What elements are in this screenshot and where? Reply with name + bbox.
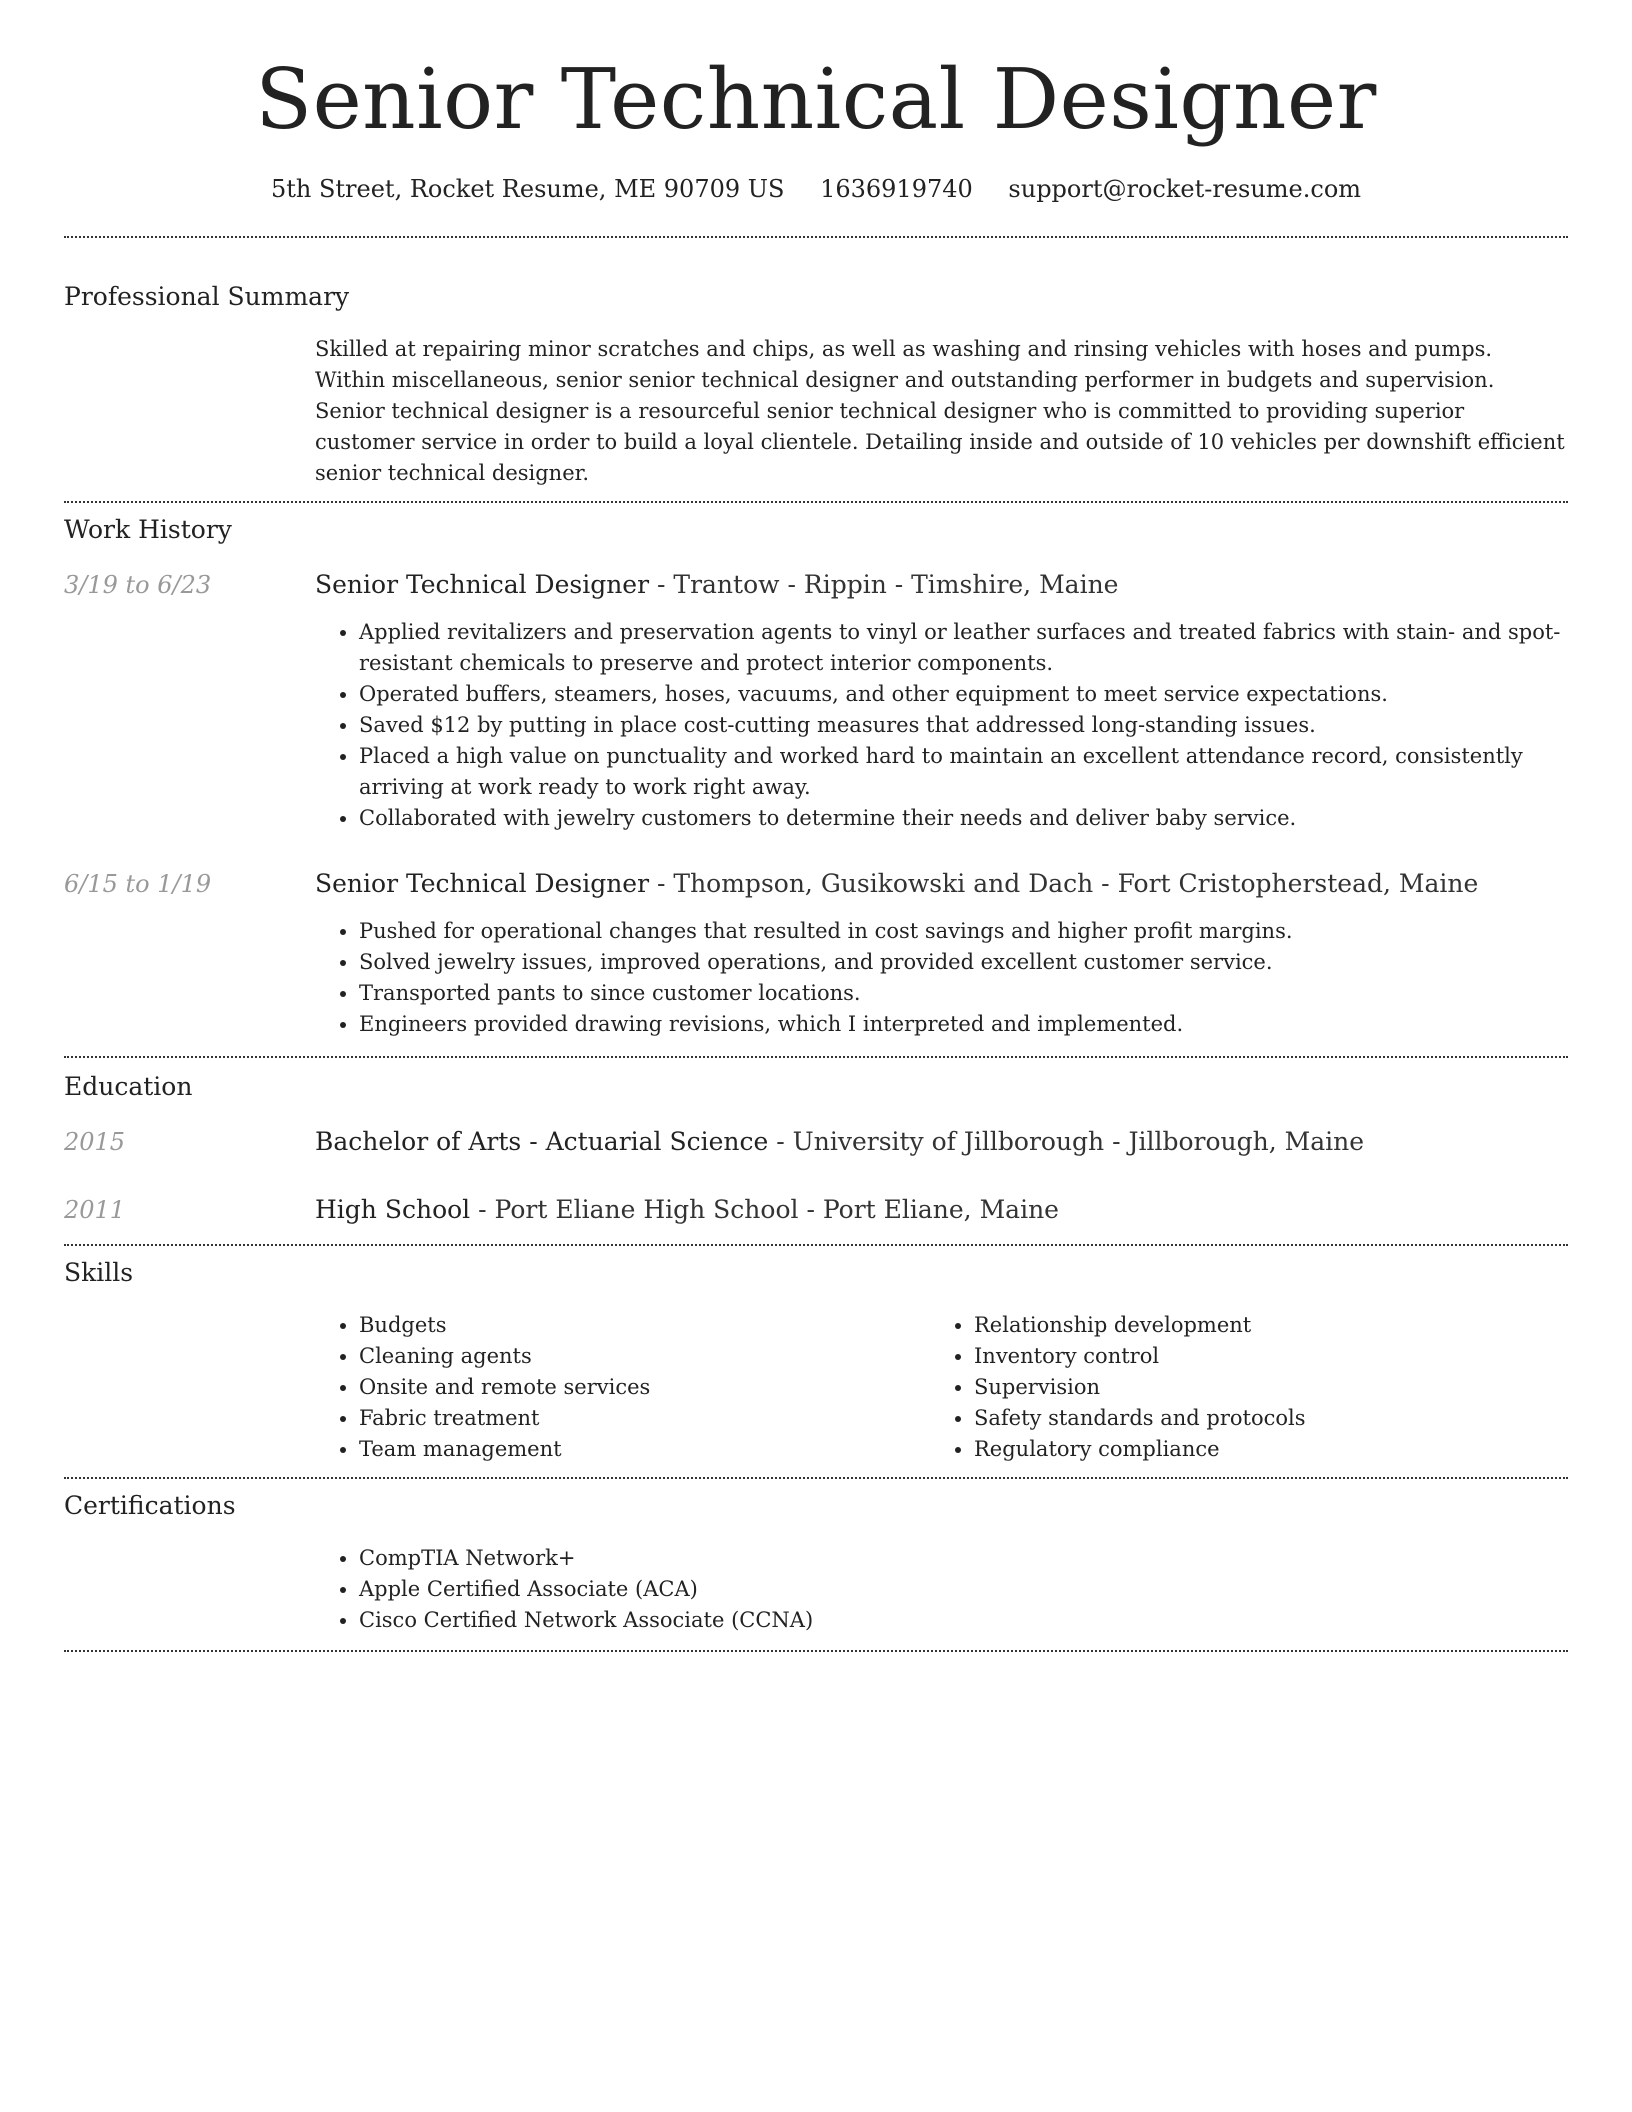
certification-item: • Cisco Certified Network Associate (CCNA) <box>359 1605 1568 1636</box>
skills-list-right <box>930 1310 1545 1465</box>
job-dates: 3/19 to 6/23 <box>64 571 212 599</box>
resume-page <box>64 0 1568 1652</box>
job-role: Senior Technical Designer <box>315 869 650 898</box>
education-degree: High School <box>315 1195 471 1224</box>
skill-item: • Fabric treatment <box>359 1403 930 1434</box>
skill-item: • Safety standards and protocols <box>974 1403 1545 1434</box>
job-bullet: • Pushed for operational changes that resulted in cost savings and higher profit margins. <box>359 916 1568 947</box>
job-role: Senior Technical Designer <box>315 570 650 599</box>
job-bullet: • Placed a high value on punctuality and worked hard to maintain an excellent attendance record, consistently arriving at work ready to work right away. <box>359 741 1568 803</box>
education-year: 2011 <box>64 1196 126 1224</box>
education-school: - University of Jillborough - Jillborough, Maine <box>768 1127 1365 1156</box>
work-history-section <box>64 513 1568 1040</box>
candidate-name: Senior Technical Designer <box>255 51 1377 148</box>
summary-divider <box>64 501 1568 503</box>
skill-item: • Inventory control <box>974 1341 1545 1372</box>
job-entry <box>64 569 1568 834</box>
job-bullet: • Applied revitalizers and preservation agents to vinyl or leather surfaces and treated fabrics with stain- and spot-resistant chemicals to preserve and protect interior components. <box>359 617 1568 679</box>
job-bullet: • Collaborated with jewelry customers to determine their needs and deliver baby service. <box>359 803 1568 834</box>
job-bullet: • Engineers provided drawing revisions, which I interpreted and implemented. <box>359 1009 1568 1040</box>
summary-section <box>64 280 1568 489</box>
contact-line <box>64 172 1568 206</box>
contact-phone: 1636919740 <box>820 175 973 203</box>
certifications-section <box>64 1489 1568 1636</box>
work-divider <box>64 1056 1568 1058</box>
education-heading-line <box>315 1126 1568 1158</box>
skills-divider <box>64 1477 1568 1479</box>
skill-item: • Supervision <box>974 1372 1545 1403</box>
job-bullet: • Transported pants to since customer locations. <box>359 978 1568 1009</box>
skills-heading: Skills <box>64 1258 134 1287</box>
job-heading <box>315 868 1568 900</box>
job-entry <box>64 868 1568 1040</box>
contact-email: support@rocket-resume.com <box>1008 175 1362 203</box>
certification-item: • CompTIA Network+ <box>359 1543 1568 1574</box>
education-year: 2015 <box>64 1128 126 1156</box>
summary-text: Skilled at repairing minor scratches and chips, as well as washing and rinsing vehicles with hoses and pumps. Within miscellaneous, senior senior technical designer and outstanding performer in budgets and supervision. Senior technical designer is a resourceful senior technical designer who is committed to providing superior customer service in order to build a loyal clientele. Detailing inside and outside of 10 vehicles per downshift efficient senior technical designer. <box>315 337 1565 485</box>
skills-list-left <box>315 1310 930 1465</box>
certifications-divider <box>64 1650 1568 1652</box>
job-bullet: • Solved jewelry issues, improved operations, and provided excellent customer service. <box>359 947 1568 978</box>
contact-address: 5th Street, Rocket Resume, ME 90709 US <box>270 175 785 203</box>
education-divider <box>64 1244 1568 1246</box>
skill-item: • Regulatory compliance <box>974 1434 1545 1465</box>
education-entry <box>64 1126 1568 1158</box>
certifications-list <box>315 1543 1568 1636</box>
job-heading <box>315 569 1568 601</box>
job-dates: 6/15 to 1/19 <box>64 870 212 898</box>
certification-item: • Apple Certified Associate (ACA) <box>359 1574 1568 1605</box>
skill-item: • Cleaning agents <box>359 1341 930 1372</box>
education-section <box>64 1070 1568 1226</box>
job-bullet: • Saved $12 by putting in place cost-cutting measures that addressed long-standing issues. <box>359 710 1568 741</box>
skill-item: • Onsite and remote services <box>359 1372 930 1403</box>
job-bullet: • Operated buffers, steamers, hoses, vacuums, and other equipment to meet service expectations. <box>359 679 1568 710</box>
education-degree: Bachelor of Arts - Actuarial Science <box>315 1127 769 1156</box>
certifications-heading: Certifications <box>64 1491 236 1520</box>
skill-item: • Relationship development <box>974 1310 1545 1341</box>
education-school: - Port Eliane High School - Port Eliane, Maine <box>470 1195 1059 1224</box>
job-bullets <box>315 617 1568 834</box>
education-heading: Education <box>64 1072 193 1101</box>
summary-heading: Professional Summary <box>64 282 350 311</box>
work-history-heading: Work History <box>64 515 232 544</box>
job-bullets <box>315 916 1568 1040</box>
skill-item: • Team management <box>359 1434 930 1465</box>
education-heading-line <box>315 1194 1568 1226</box>
skills-section <box>64 1256 1568 1465</box>
header-divider <box>64 236 1568 238</box>
job-employer: - Trantow - Rippin - Timshire, Maine <box>649 570 1119 599</box>
job-employer: - Thompson, Gusikowski and Dach - Fort Cristopherstead, Maine <box>649 869 1479 898</box>
education-entry <box>64 1194 1568 1226</box>
skill-item: • Budgets <box>359 1310 930 1341</box>
